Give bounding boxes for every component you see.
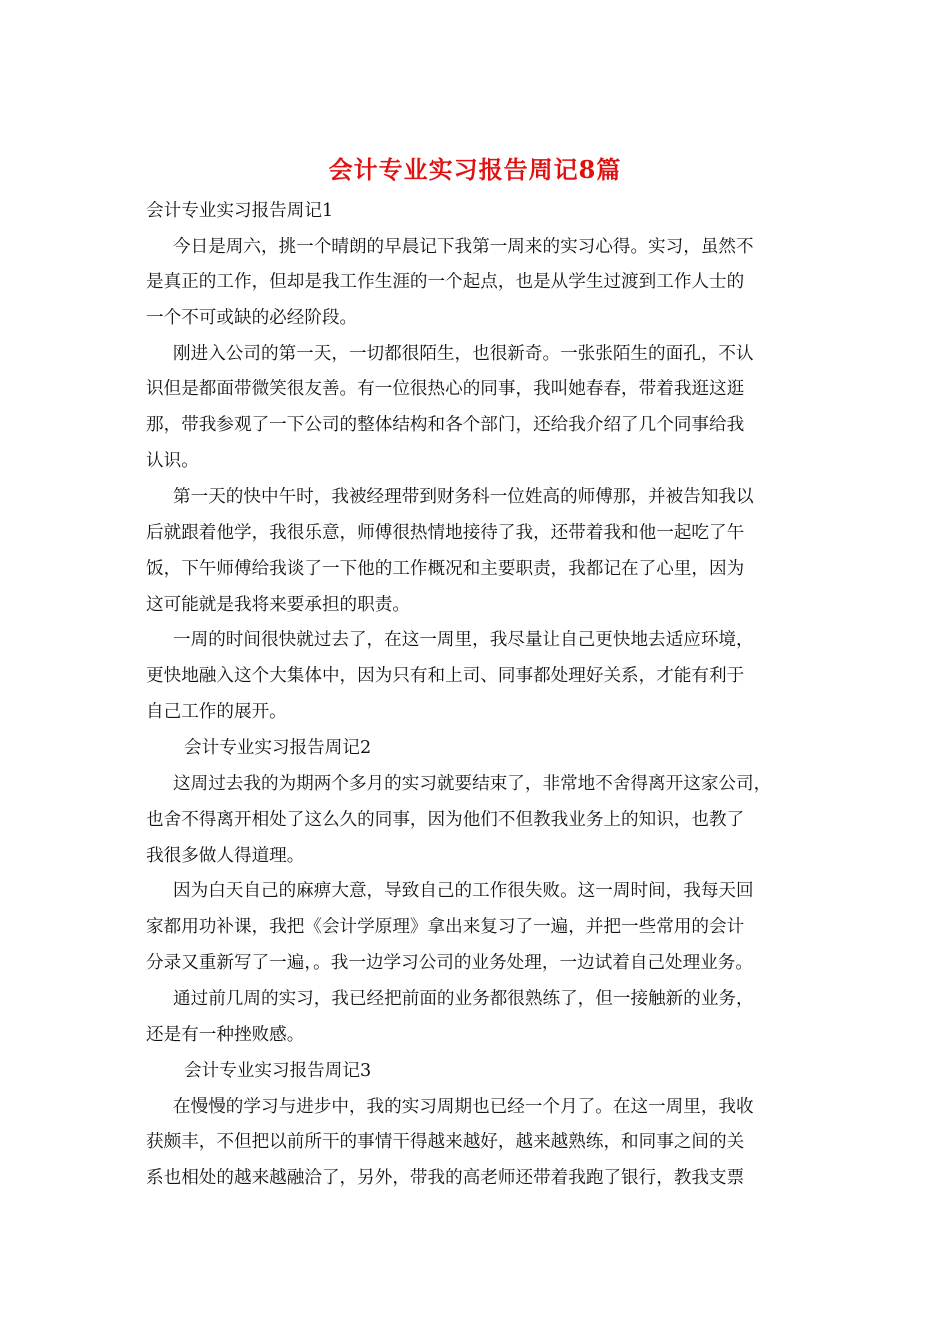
paragraph-line: 一周的时间很快就过去了，在这一周里，我尽量让自己更快地去适应环境， xyxy=(173,630,754,650)
paragraph-line: 饭，下午师傅给我谈了一下他的工作概况和主要职责，我都记在了心里，因为 xyxy=(146,559,745,579)
paragraph-line: 认识。 xyxy=(146,451,199,471)
paragraph-line: 我很多做人得道理。 xyxy=(146,846,305,866)
paragraph-line: 这周过去我的为期两个多月的实习就要结束了，非常地不舍得离开这家公司， xyxy=(173,774,772,794)
paragraph-line: 分录又重新写了一遍，。我一边学习公司的业务处理，一边试着自己处理业务。 xyxy=(146,953,753,973)
paragraph-line: 识但是都面带微笑很友善。有一位很热心的同事，我叫她春春，带着我逛这逛 xyxy=(146,379,745,399)
paragraph-line: 今日是周六，挑一个晴朗的早晨记下我第一周来的实习心得。实习，虽然不 xyxy=(173,237,754,257)
section-heading: 会计专业实习报告周记2 xyxy=(184,738,372,758)
paragraph-line: 在慢慢的学习与进步中，我的实习周期也已经一个月了。在这一周里，我收 xyxy=(173,1097,754,1117)
paragraph-line: 通过前几周的实习，我已经把前面的业务都很熟练了，但一接触新的业务， xyxy=(173,989,754,1009)
paragraph-line: 家都用功补课，我把《会计学原理》拿出来复习了一遍，并把一些常用的会计 xyxy=(146,917,745,937)
paragraph-line: 更快地融入这个大集体中，因为只有和上司、同事都处理好关系，才能有利于 xyxy=(146,666,745,686)
paragraph-line: 刚进入公司的第一天，一切都很陌生，也很新奇。一张张陌生的面孔，不认 xyxy=(173,344,754,364)
paragraph-line: 获颇丰，不但把以前所干的事情干得越来越好，越来越熟练，和同事之间的关 xyxy=(146,1132,745,1152)
section-heading: 会计专业实习报告周记1 xyxy=(146,201,334,221)
paragraph-line: 一个不可或缺的必经阶段。 xyxy=(146,308,358,328)
paragraph-line: 系也相处的越来越融洽了，另外，带我的高老师还带着我跑了银行，教我支票 xyxy=(146,1168,745,1188)
paragraph-line: 也舍不得离开相处了这么久的同事，因为他们不但教我业务上的知识，也教了 xyxy=(146,810,745,830)
document-title: 会计专业实习报告周记8篇 xyxy=(328,155,622,184)
paragraph-line: 那，带我参观了一下公司的整体结构和各个部门，还给我介绍了几个同事给我 xyxy=(146,415,745,435)
section-heading: 会计专业实习报告周记3 xyxy=(184,1061,372,1081)
paragraph-line: 后就跟着他学，我很乐意，师傅很热情地接待了我，还带着我和他一起吃了午 xyxy=(146,523,745,543)
paragraph-line: 是真正的工作，但却是我工作生涯的一个起点，也是从学生过渡到工作人士的 xyxy=(146,272,745,292)
paragraph-line: 第一天的快中午时，我被经理带到财务科一位姓高的师傅那，并被告知我以 xyxy=(173,487,754,507)
paragraph-line: 还是有一种挫败感。 xyxy=(146,1025,305,1045)
paragraph-line: 这可能就是我将来要承担的职责。 xyxy=(146,595,410,615)
paragraph-line: 因为白天自己的麻痹大意，导致自己的工作很失败。这一周时间，我每天回 xyxy=(173,881,754,901)
paragraph-line: 自己工作的展开。 xyxy=(146,702,287,722)
